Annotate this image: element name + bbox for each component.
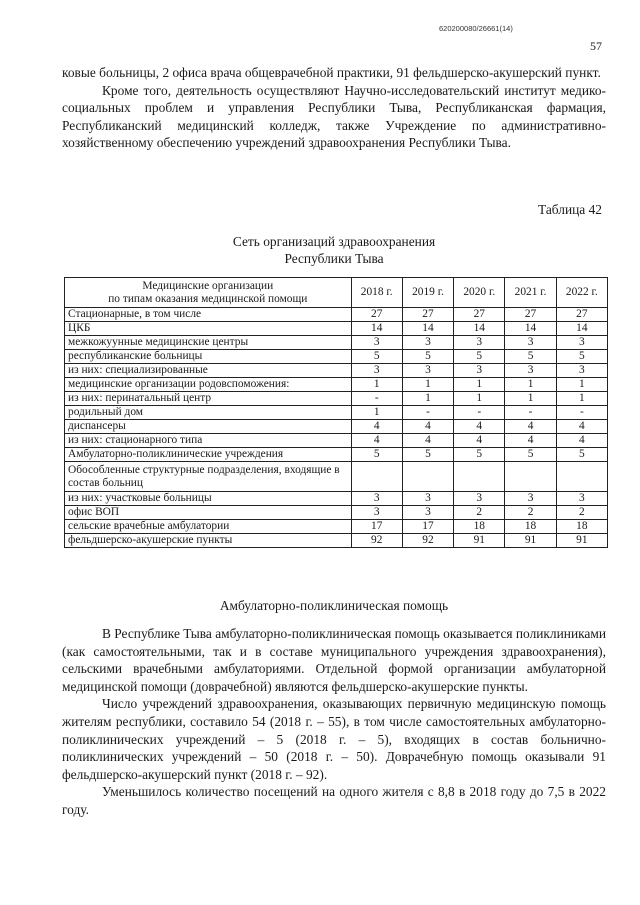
row-year-value: 3 bbox=[402, 364, 453, 378]
row-year-value: 5 bbox=[351, 350, 402, 364]
row-year-value bbox=[351, 462, 402, 492]
table-row bbox=[65, 406, 608, 420]
row-year-value bbox=[505, 462, 556, 492]
row-year-value: 1 bbox=[556, 378, 607, 392]
header-name-line-2: по типам оказания медицинской помощи bbox=[108, 292, 308, 305]
row-year-value: 17 bbox=[402, 520, 453, 534]
header-year: 2018 г. bbox=[351, 278, 402, 308]
row-year-value: 3 bbox=[556, 492, 607, 506]
row-year-value: 18 bbox=[454, 520, 505, 534]
table-row bbox=[65, 492, 608, 506]
table-row bbox=[65, 462, 608, 492]
row-year-value: - bbox=[454, 406, 505, 420]
row-year-value: 3 bbox=[505, 336, 556, 350]
row-year-value: 1 bbox=[351, 378, 402, 392]
row-year-value: 3 bbox=[454, 492, 505, 506]
row-year-value: 14 bbox=[556, 322, 607, 336]
row-organization-name: фельдшерско-акушерские пункты bbox=[65, 534, 352, 548]
header-year: 2022 г. bbox=[556, 278, 607, 308]
row-organization-name: из них: участковые больницы bbox=[65, 492, 352, 506]
table-header-row bbox=[65, 278, 608, 308]
row-year-value: 1 bbox=[454, 378, 505, 392]
top-text-block bbox=[62, 64, 606, 152]
row-year-value: 1 bbox=[351, 406, 402, 420]
table-row bbox=[65, 448, 608, 462]
table-row bbox=[65, 378, 608, 392]
row-year-value: 27 bbox=[556, 308, 607, 322]
row-year-value: 91 bbox=[556, 534, 607, 548]
row-year-value: 3 bbox=[351, 492, 402, 506]
row-year-value: 3 bbox=[402, 506, 453, 520]
table-row bbox=[65, 350, 608, 364]
row-organization-name: офис ВОП bbox=[65, 506, 352, 520]
healthcare-network-table bbox=[64, 277, 608, 548]
row-year-value: 18 bbox=[556, 520, 607, 534]
table-row bbox=[65, 420, 608, 434]
table-title-line-2: Республики Тыва bbox=[284, 251, 384, 266]
section-heading: Амбулаторно-поликлиническая помощь bbox=[219, 598, 449, 613]
row-year-value bbox=[556, 462, 607, 492]
row-year-value: 27 bbox=[351, 308, 402, 322]
table-row bbox=[65, 506, 608, 520]
row-year-value bbox=[402, 462, 453, 492]
row-year-value: 3 bbox=[351, 336, 402, 350]
table-row bbox=[65, 392, 608, 406]
table-row bbox=[65, 534, 608, 548]
row-year-value: 4 bbox=[351, 420, 402, 434]
table-row bbox=[65, 520, 608, 534]
row-year-value: 2 bbox=[556, 506, 607, 520]
row-organization-name: сельские врачебные амбулатории bbox=[65, 520, 352, 534]
table-row bbox=[65, 364, 608, 378]
row-year-value: 27 bbox=[505, 308, 556, 322]
row-year-value: 3 bbox=[505, 492, 556, 506]
row-year-value: 4 bbox=[505, 434, 556, 448]
row-year-value: - bbox=[351, 392, 402, 406]
row-organization-name: ЦКБ bbox=[65, 322, 352, 336]
row-year-value: 4 bbox=[454, 434, 505, 448]
row-year-value: 5 bbox=[556, 350, 607, 364]
header-year: 2020 г. bbox=[454, 278, 505, 308]
table-title-line-1: Сеть организаций здравоохранения bbox=[232, 234, 436, 249]
row-organization-name: из них: стационарного типа bbox=[65, 434, 352, 448]
row-organization-name: диспансеры bbox=[65, 420, 352, 434]
row-year-value: 4 bbox=[454, 420, 505, 434]
bottom-text-block bbox=[62, 625, 606, 819]
row-year-value: 3 bbox=[505, 364, 556, 378]
row-year-value: 27 bbox=[454, 308, 505, 322]
row-year-value: 2 bbox=[454, 506, 505, 520]
row-year-value: 3 bbox=[556, 364, 607, 378]
row-year-value: 1 bbox=[505, 378, 556, 392]
row-year-value: 3 bbox=[351, 506, 402, 520]
table-row bbox=[65, 336, 608, 350]
page-number: 57 bbox=[590, 39, 602, 53]
row-year-value: 17 bbox=[351, 520, 402, 534]
row-year-value: 3 bbox=[454, 336, 505, 350]
row-year-value: 3 bbox=[402, 336, 453, 350]
row-year-value: 5 bbox=[505, 350, 556, 364]
row-year-value: 5 bbox=[402, 350, 453, 364]
row-year-value: 5 bbox=[556, 448, 607, 462]
row-organization-name: из них: специализированные bbox=[65, 364, 352, 378]
row-year-value: 5 bbox=[402, 448, 453, 462]
table-row bbox=[65, 434, 608, 448]
row-year-value: 1 bbox=[402, 392, 453, 406]
row-year-value: - bbox=[402, 406, 453, 420]
row-organization-name: Обособленные структурные подразделения, входящие в состав больниц bbox=[65, 462, 352, 492]
row-year-value: - bbox=[556, 406, 607, 420]
header-name-line-1: Медицинские организации bbox=[142, 279, 274, 292]
row-year-value: 91 bbox=[454, 534, 505, 548]
header-year: 2021 г. bbox=[505, 278, 556, 308]
row-year-value: 1 bbox=[454, 392, 505, 406]
row-year-value: 18 bbox=[505, 520, 556, 534]
row-organization-name: республиканские больницы bbox=[65, 350, 352, 364]
row-year-value: 3 bbox=[454, 364, 505, 378]
row-year-value: 1 bbox=[402, 378, 453, 392]
row-year-value: 2 bbox=[505, 506, 556, 520]
table-title bbox=[62, 233, 606, 267]
row-year-value: 92 bbox=[402, 534, 453, 548]
row-year-value: 91 bbox=[505, 534, 556, 548]
table-row bbox=[65, 308, 608, 322]
paragraph-other-institutions: Кроме того, деятельность осуществляют Научно-исследовательский институт медико-социальных проблем и управления Республики Тыва, Республиканская фармация, Республиканский медицинский колледж, также Учреждение по административно-хозяйственному обеспечению учреждений здравоохранения Республики Тыва. bbox=[62, 82, 606, 151]
header-organization-type bbox=[65, 278, 352, 308]
paragraph-continuation: ковые больницы, 2 офиса врача общеврачебной практики, 91 фельдшерско-акушерский пункт. bbox=[62, 65, 601, 80]
row-year-value: 4 bbox=[556, 434, 607, 448]
row-year-value: 5 bbox=[505, 448, 556, 462]
row-year-value bbox=[454, 462, 505, 492]
row-organization-name: Стационарные, в том числе bbox=[65, 308, 352, 322]
paragraph-institution-count: Число учреждений здравоохранения, оказывающих первичную медицинскую помощь жителям республики, составило 54 (2018 г. – 55), в том числе самостоятельных амбулаторно-поликлинических учреждений – 5 (2018 г. – 5), входящих в состав больнично-поликлинических учреждений – 50 (2018 г. – 50). Доврачебную помощь оказывали 91 фельдшерско-акушерский пункт (2018 г. – 92). bbox=[62, 696, 606, 782]
row-year-value: 3 bbox=[351, 364, 402, 378]
row-year-value: 4 bbox=[402, 434, 453, 448]
paragraph-visits: Уменьшилось количество посещений на одного жителя с 8,8 в 2018 году до 7,5 в 2022 году. bbox=[62, 784, 606, 817]
row-year-value: 14 bbox=[402, 322, 453, 336]
row-year-value: 14 bbox=[454, 322, 505, 336]
row-year-value: 3 bbox=[556, 336, 607, 350]
document-code: 620200080/26661(14) bbox=[439, 24, 513, 33]
row-year-value: 14 bbox=[505, 322, 556, 336]
row-year-value: 4 bbox=[351, 434, 402, 448]
row-year-value: 5 bbox=[454, 350, 505, 364]
row-year-value: 92 bbox=[351, 534, 402, 548]
row-year-value: 1 bbox=[505, 392, 556, 406]
paragraph-ambulatory-care: В Республике Тыва амбулаторно-поликлиническая помощь оказывается поликлиниками (как самостоятельными, так и в составе муниципального учреждения здравоохранения), сельскими врачебными амбулаториями. Отдельной формой организации амбулаторной медицинской помощи (доврачебной) являются фельдшерско-акушерские пункты. bbox=[62, 626, 606, 694]
row-organization-name: из них: перинатальный центр bbox=[65, 392, 352, 406]
header-year: 2019 г. bbox=[402, 278, 453, 308]
row-year-value: 5 bbox=[454, 448, 505, 462]
table-row bbox=[65, 322, 608, 336]
row-year-value: 3 bbox=[402, 492, 453, 506]
row-year-value: 4 bbox=[402, 420, 453, 434]
row-organization-name: межкожуунные медицинские центры bbox=[65, 336, 352, 350]
row-organization-name: медицинские организации родовспоможения: bbox=[65, 378, 352, 392]
row-year-value: 27 bbox=[402, 308, 453, 322]
row-year-value: 14 bbox=[351, 322, 402, 336]
row-year-value: 4 bbox=[505, 420, 556, 434]
row-year-value: 5 bbox=[351, 448, 402, 462]
row-organization-name: родильный дом bbox=[65, 406, 352, 420]
row-year-value: 1 bbox=[556, 392, 607, 406]
row-year-value: 4 bbox=[556, 420, 607, 434]
row-organization-name: Амбулаторно-поликлинические учреждения bbox=[65, 448, 352, 462]
table-label: Таблица 42 bbox=[538, 202, 602, 217]
row-year-value: - bbox=[505, 406, 556, 420]
